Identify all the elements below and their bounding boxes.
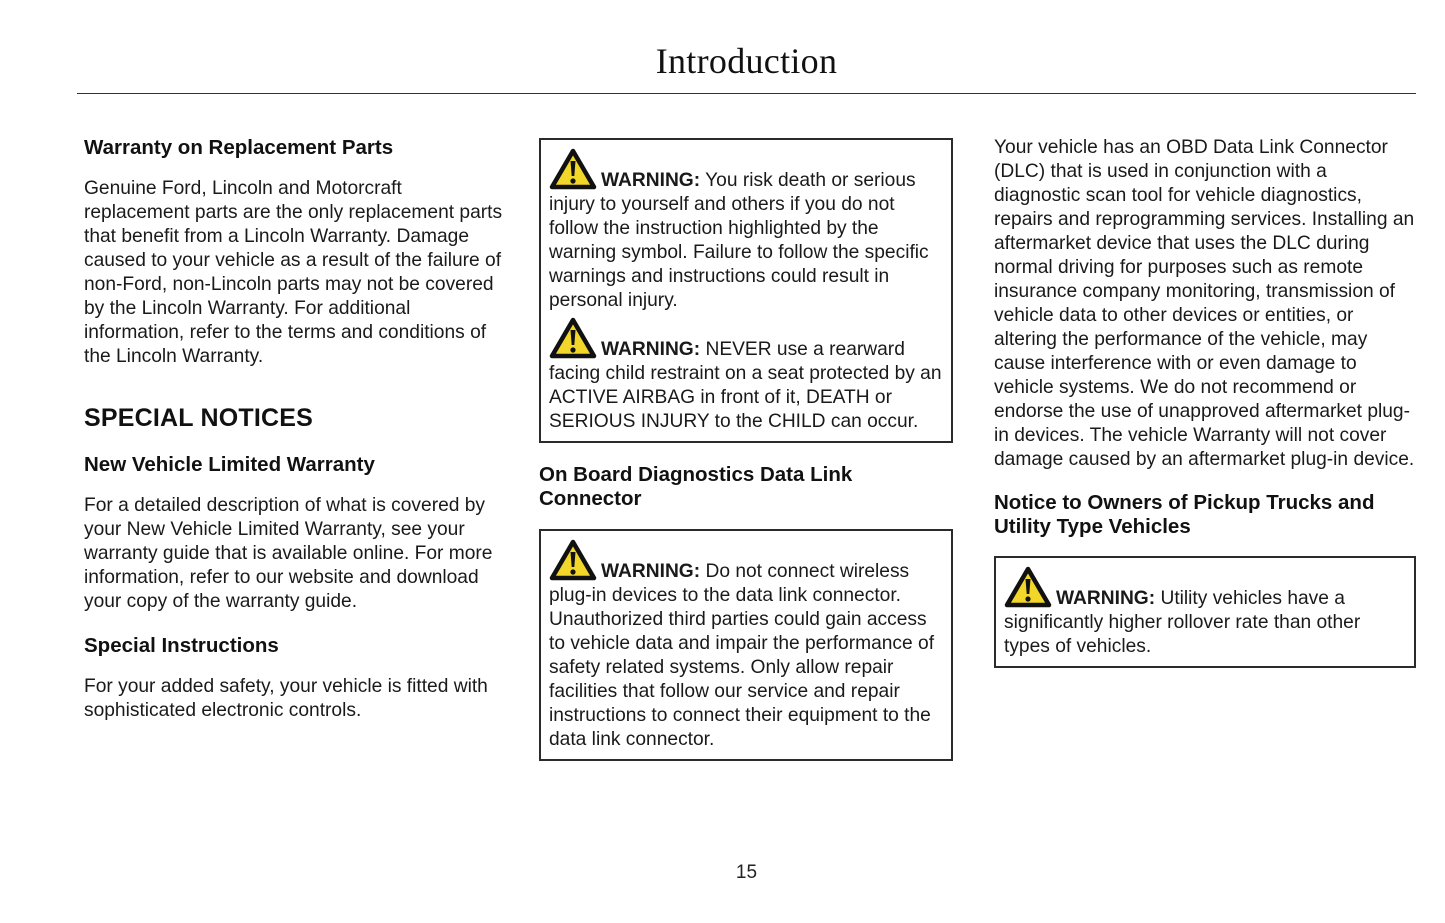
left-column	[84, 136, 504, 723]
right-column	[994, 136, 1416, 668]
pickup-notice-heading: Notice to Owners of Pickup Trucks and Utility Type Vehicles	[994, 491, 1375, 538]
special-instructions-body: For your added safety, your vehicle is fitted with sophisticated electronic controls.	[84, 676, 488, 721]
warning-paragraph	[549, 317, 944, 434]
warning-triangle-icon	[1004, 566, 1052, 608]
warning-paragraph	[549, 148, 944, 313]
special-notices-heading: SPECIAL NOTICES	[84, 404, 313, 432]
page-title: Introduction	[655, 41, 838, 81]
warning-label: WARNING:	[1056, 588, 1156, 609]
warning-box	[539, 138, 953, 443]
warranty-parts-body: Genuine Ford, Lincoln and Motorcraft replacement parts are the only replacement parts that benefit from a Lincoln Warranty. Damage caused to your vehicle as a result of the failure of non-Ford, non-Lincoln parts may not be covered by the Lincoln Warranty. For additional information, refer to the terms and conditions of the Lincoln Warranty.	[84, 178, 503, 367]
warning-label: WARNING:	[601, 339, 701, 360]
warning-text: You risk death or serious injury to yourself and others if you do not follow the instruction highlighted by the warning symbol. Failure to follow the specific warnings and instructions could result in personal injury.	[549, 170, 929, 311]
warning-triangle-icon	[549, 317, 597, 359]
warning-text: NEVER use a rearward facing child restraint on a seat protected by an ACTIVE AIRBAG in front of it, DEATH or SERIOUS INJURY to the CHILD can occur.	[549, 339, 942, 432]
warning-paragraph	[1004, 566, 1407, 659]
warning-text: Utility vehicles have a significantly higher rollover rate than other types of vehicles.	[1004, 588, 1361, 657]
warning-triangle-icon	[549, 539, 597, 581]
special-instructions-heading: Special Instructions	[84, 634, 279, 657]
obd-body: Your vehicle has an OBD Data Link Connector (DLC) that is used in conjunction with a diagnostic scan tool for vehicle diagnostics, repairs and reprogramming services. Installing an aftermarket device that uses the DLC during normal driving for purposes such as remote insurance company monitoring, transmission of vehicle data to other devices or entities, or altering the performance of the vehicle, may cause interference with or even damage to vehicle systems. We do not recommend or endorse the use of unapproved aftermarket plug-in devices. The vehicle Warranty will not cover damage caused by an aftermarket plug-in device.	[994, 137, 1415, 470]
warning-label: WARNING:	[601, 561, 701, 582]
warning-paragraph	[549, 539, 944, 752]
header-divider	[77, 93, 1416, 94]
warning-box	[539, 529, 953, 761]
new-vehicle-warranty-heading: New Vehicle Limited Warranty	[84, 453, 375, 476]
middle-column	[539, 138, 953, 761]
warning-triangle-icon	[549, 148, 597, 190]
warning-text: Do not connect wireless plug-in devices to the data link connector. Unauthorized third parties could gain access to vehicle data and impair the performance of safety related systems. Only allow repair facilities that follow our service and repair instructions to connect their equipment to the data link connector.	[549, 561, 935, 750]
new-vehicle-warranty-body: For a detailed description of what is covered by your New Vehicle Limited Warranty, see your warranty guide that is available online. For more information, refer to our website and download your copy of the warranty guide.	[84, 495, 493, 612]
page-number: 15	[735, 862, 758, 883]
warning-box	[994, 556, 1416, 668]
warning-label: WARNING:	[601, 170, 701, 191]
obd-heading: On Board Diagnostics Data Link Connector	[539, 463, 853, 510]
warranty-parts-heading: Warranty on Replacement Parts	[84, 136, 394, 159]
